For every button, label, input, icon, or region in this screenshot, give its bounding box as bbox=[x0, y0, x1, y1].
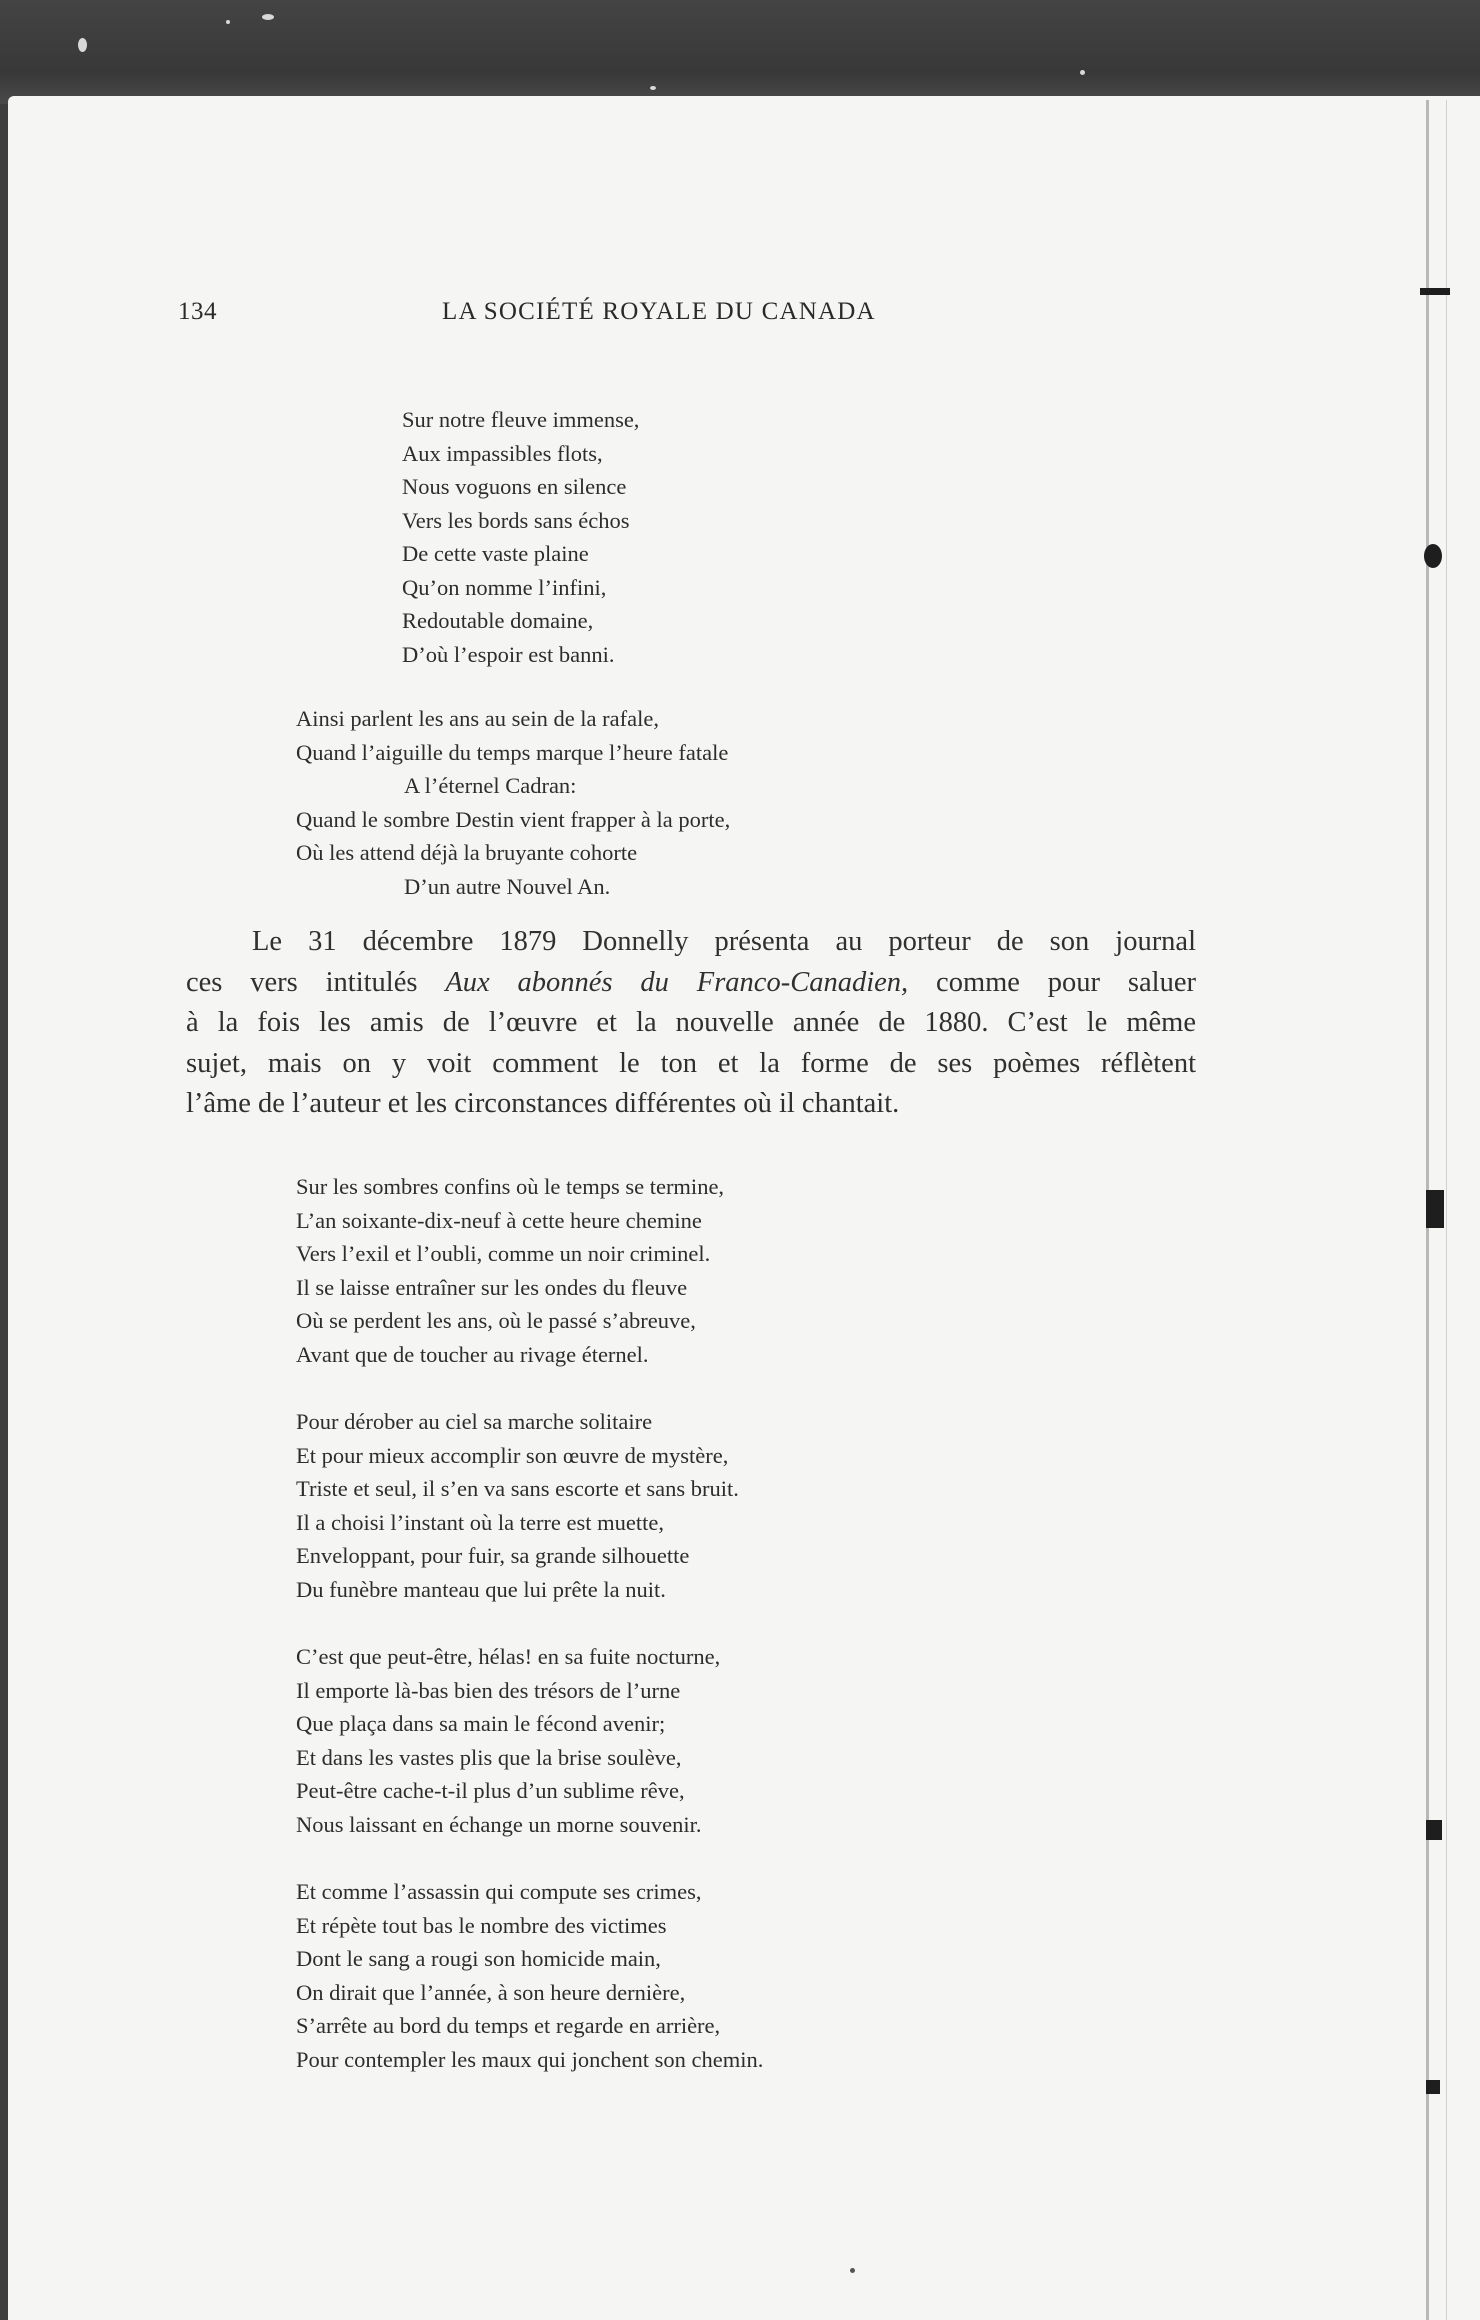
verse-line: D’où l’espoir est banni. bbox=[402, 641, 615, 667]
verse-line: Sur les sombres confins où le temps se termine, bbox=[296, 1174, 725, 1199]
scan-speck bbox=[262, 14, 274, 20]
verse-line: Redoutable domaine, bbox=[402, 608, 594, 633]
page-header bbox=[0, 298, 1480, 338]
paragraph-text: comme pour saluer bbox=[908, 966, 1196, 998]
verse-line: Nous laissant en échange un morne souvenir. bbox=[296, 1811, 702, 1837]
verse-line: Vers l’exil et l’oubli, comme un noir criminel. bbox=[296, 1241, 711, 1266]
verse-line: Quand l’aiguille du temps marque l’heure fatale bbox=[296, 739, 729, 765]
verse-line: Avant que de toucher au rivage éternel. bbox=[296, 1341, 649, 1367]
poem-title: Aux abonnés du Franco-Canadien, bbox=[445, 966, 909, 998]
running-head: LA SOCIÉTÉ ROYALE DU CANADA bbox=[442, 298, 876, 325]
verse-line: Enveloppant, pour fuir, sa grande silhouette bbox=[296, 1543, 690, 1568]
scan-background-top bbox=[0, 0, 1480, 104]
paragraph-text: ces vers intitulés bbox=[186, 966, 446, 998]
verse-line: S’arrête au bord du temps et regarde en arrière, bbox=[296, 2013, 721, 2038]
paragraph-line: sujet, mais on y voit comment le ton et la forme de ses poèmes réflètent bbox=[186, 1047, 1196, 1079]
poem-two-stanza bbox=[296, 1405, 763, 1606]
verse-line: De cette vaste plaine bbox=[402, 541, 589, 566]
poem-two-stanza bbox=[296, 1875, 763, 2076]
verse-line: Il a choisi l’instant où la terre est muette, bbox=[296, 1509, 665, 1535]
verse-line: Et comme l’assassin qui compute ses crimes, bbox=[296, 1879, 702, 1904]
verse-line: Où se perdent les ans, où le passé s’abreuve, bbox=[296, 1308, 696, 1333]
binding-mark bbox=[1420, 288, 1450, 295]
verse-line: C’est que peut-être, hélas! en sa fuite nocturne, bbox=[296, 1644, 721, 1669]
verse-line: Peut-être cache-t-il plus d’un sublime rêve, bbox=[296, 1778, 685, 1803]
verse-line: L’an soixante-dix-neuf à cette heure chemine bbox=[296, 1207, 702, 1233]
verse-line: Où les attend déjà la bruyante cohorte bbox=[296, 840, 638, 865]
poem-one-stanza-b bbox=[296, 702, 730, 903]
verse-line: Que plaça dans sa main le fécond avenir; bbox=[296, 1711, 666, 1736]
scan-speck bbox=[850, 2268, 855, 2273]
poem-two-stanza bbox=[296, 1640, 763, 1841]
page-edge-inner bbox=[1446, 100, 1447, 2320]
verse-line: Aux impassibles flots, bbox=[402, 440, 603, 466]
scan-speck bbox=[78, 38, 87, 52]
verse-line: Sur notre fleuve immense, bbox=[402, 407, 640, 432]
verse-line: Il emporte là-bas bien des trésors de l’urne bbox=[296, 1677, 681, 1703]
poem-one-stanza-a bbox=[402, 403, 639, 671]
verse-line: On dirait que l’année, à son heure dernière, bbox=[296, 1979, 686, 2005]
verse-line: Pour contempler les maux qui jonchent son chemin. bbox=[296, 2046, 764, 2072]
paragraph-line: l’âme de l’auteur et les circonstances différentes où il chantait. bbox=[186, 1088, 900, 1119]
paragraph-line bbox=[186, 963, 1196, 1004]
poem-two bbox=[296, 1170, 763, 2110]
verse-line: Et répète tout bas le nombre des victimes bbox=[296, 1912, 667, 1938]
verse-line: Dont le sang a rougi son homicide main, bbox=[296, 1946, 661, 1971]
page-number: 134 bbox=[178, 298, 217, 325]
verse-line: D’un autre Nouvel An. bbox=[404, 873, 611, 899]
binding-mark bbox=[1426, 2080, 1440, 2094]
verse-line: Du funèbre manteau que lui prête la nuit. bbox=[296, 1576, 666, 1602]
body-paragraph bbox=[186, 922, 1196, 1125]
verse-line: Il se laisse entraîner sur les ondes du fleuve bbox=[296, 1274, 688, 1300]
paragraph-line: Le 31 décembre 1879 Donnelly présenta au porteur de son journal bbox=[252, 926, 1196, 957]
scan-speck bbox=[650, 86, 656, 90]
verse-line: Ainsi parlent les ans au sein de la rafale, bbox=[296, 706, 659, 731]
binding-mark bbox=[1426, 1820, 1442, 1840]
paragraph-line: à la fois les amis de l’œuvre et la nouvelle année de 1880. C’est le même bbox=[186, 1007, 1196, 1038]
verse-line: Et dans les vastes plis que la brise soulève, bbox=[296, 1744, 682, 1770]
verse-line: Vers les bords sans échos bbox=[402, 507, 630, 533]
verse-line: Quand le sombre Destin vient frapper à la porte, bbox=[296, 806, 731, 832]
binding-mark bbox=[1426, 1190, 1444, 1228]
verse-line: Qu’on nomme l’infini, bbox=[402, 574, 607, 600]
verse-line: A l’éternel Cadran: bbox=[404, 773, 577, 798]
verse-line: Et pour mieux accomplir son œuvre de mystère, bbox=[296, 1442, 729, 1468]
verse-line: Triste et seul, il s’en va sans escorte et sans bruit. bbox=[296, 1476, 739, 1501]
verse-line: Pour dérober au ciel sa marche solitaire bbox=[296, 1409, 653, 1434]
verse-line: Nous voguons en silence bbox=[402, 474, 627, 499]
scan-speck bbox=[226, 20, 230, 24]
scan-speck bbox=[1080, 70, 1085, 75]
binding-mark bbox=[1424, 544, 1442, 568]
poem-two-stanza bbox=[296, 1170, 763, 1371]
